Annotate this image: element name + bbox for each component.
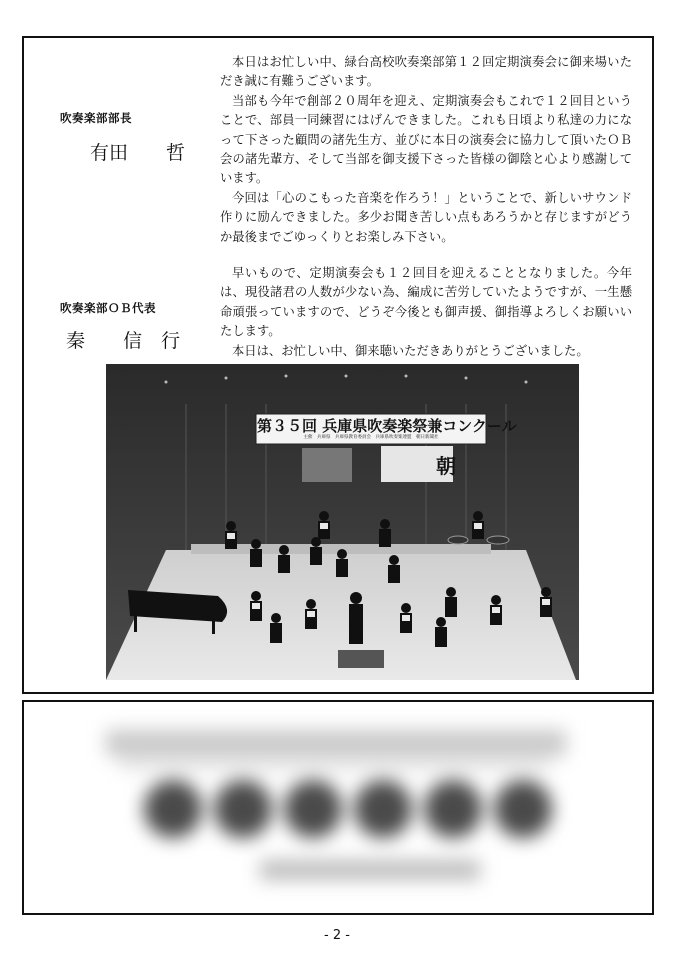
greeting-1-body (220, 53, 632, 247)
greeting-1-role: 吹奏楽部部長 (60, 111, 132, 125)
greeting-1-paragraph: 当部も今年で創部２０周年を迎え、定期演奏会もこれで１２回目ということで、部員一同練習にはげんできました。これも日頃より私達の力になって下さった顧問の諸先生方、並びに本日の演奏会に協力して頂いたＯＢ会の諸先輩方、そして当部を御支援下さった皆様の御陰と心より感謝しています。 (220, 93, 632, 186)
greeting-2-paragraph: 早いもので、定期演奏会も１２回目を迎えることとなりました。今年は、現役諸君の人数が少ない為、編成に苦労していたようですが、一生懸命頑張っていますので、どうぞ今後とも御声援、御指導よろしくお願いいたします。 (220, 266, 632, 339)
page-number: - 2 - (324, 928, 350, 943)
banner-subtitle: 主催 兵庫県 兵庫県教育委員会 兵庫県吹奏楽連盟 朝日新聞社 (303, 435, 439, 440)
ad-circle (424, 780, 482, 838)
banner-title: 第３５回 兵庫県吹奏楽祭兼コンクール (257, 417, 517, 435)
stage-illustration (106, 364, 579, 680)
greeting-1-name: 有田 哲 (90, 142, 186, 164)
greeting-1-paragraph: 今回は「心のこもった音楽を作ろう！」ということで、新しいサウンド作りに励んできました。多少お聞き苦しい点もあろうかと存じますがどうか最後までごゆっくりとお楽しみ下さい。 (220, 190, 632, 244)
greeting-2-name: 秦 信 行 (66, 330, 181, 352)
greeting-2-body (220, 264, 632, 361)
greeting-1-paragraph: 本日はお忙しい中、緑台高校吹奏楽部第１２回定期演奏会に御来場いただき誠に有難うございます。 (220, 55, 632, 89)
concert-stage-photo (106, 364, 579, 680)
ad-circle (354, 780, 412, 838)
greeting-2-paragraph: 本日は、お忙しい中、御来聴いただきありがとうございました。 (232, 343, 589, 358)
ad-circle (214, 780, 272, 838)
ad-footer-bar (260, 860, 480, 880)
side-sign-text: 朝 (436, 454, 456, 478)
ad-text-line (120, 760, 550, 768)
ad-circle (284, 780, 342, 838)
ad-circle (144, 780, 202, 838)
ad-circle (494, 780, 552, 838)
greeting-2-role: 吹奏楽部ＯＢ代表 (60, 301, 156, 315)
ad-header-bar (106, 730, 566, 756)
blurred-advertisement (100, 720, 572, 900)
